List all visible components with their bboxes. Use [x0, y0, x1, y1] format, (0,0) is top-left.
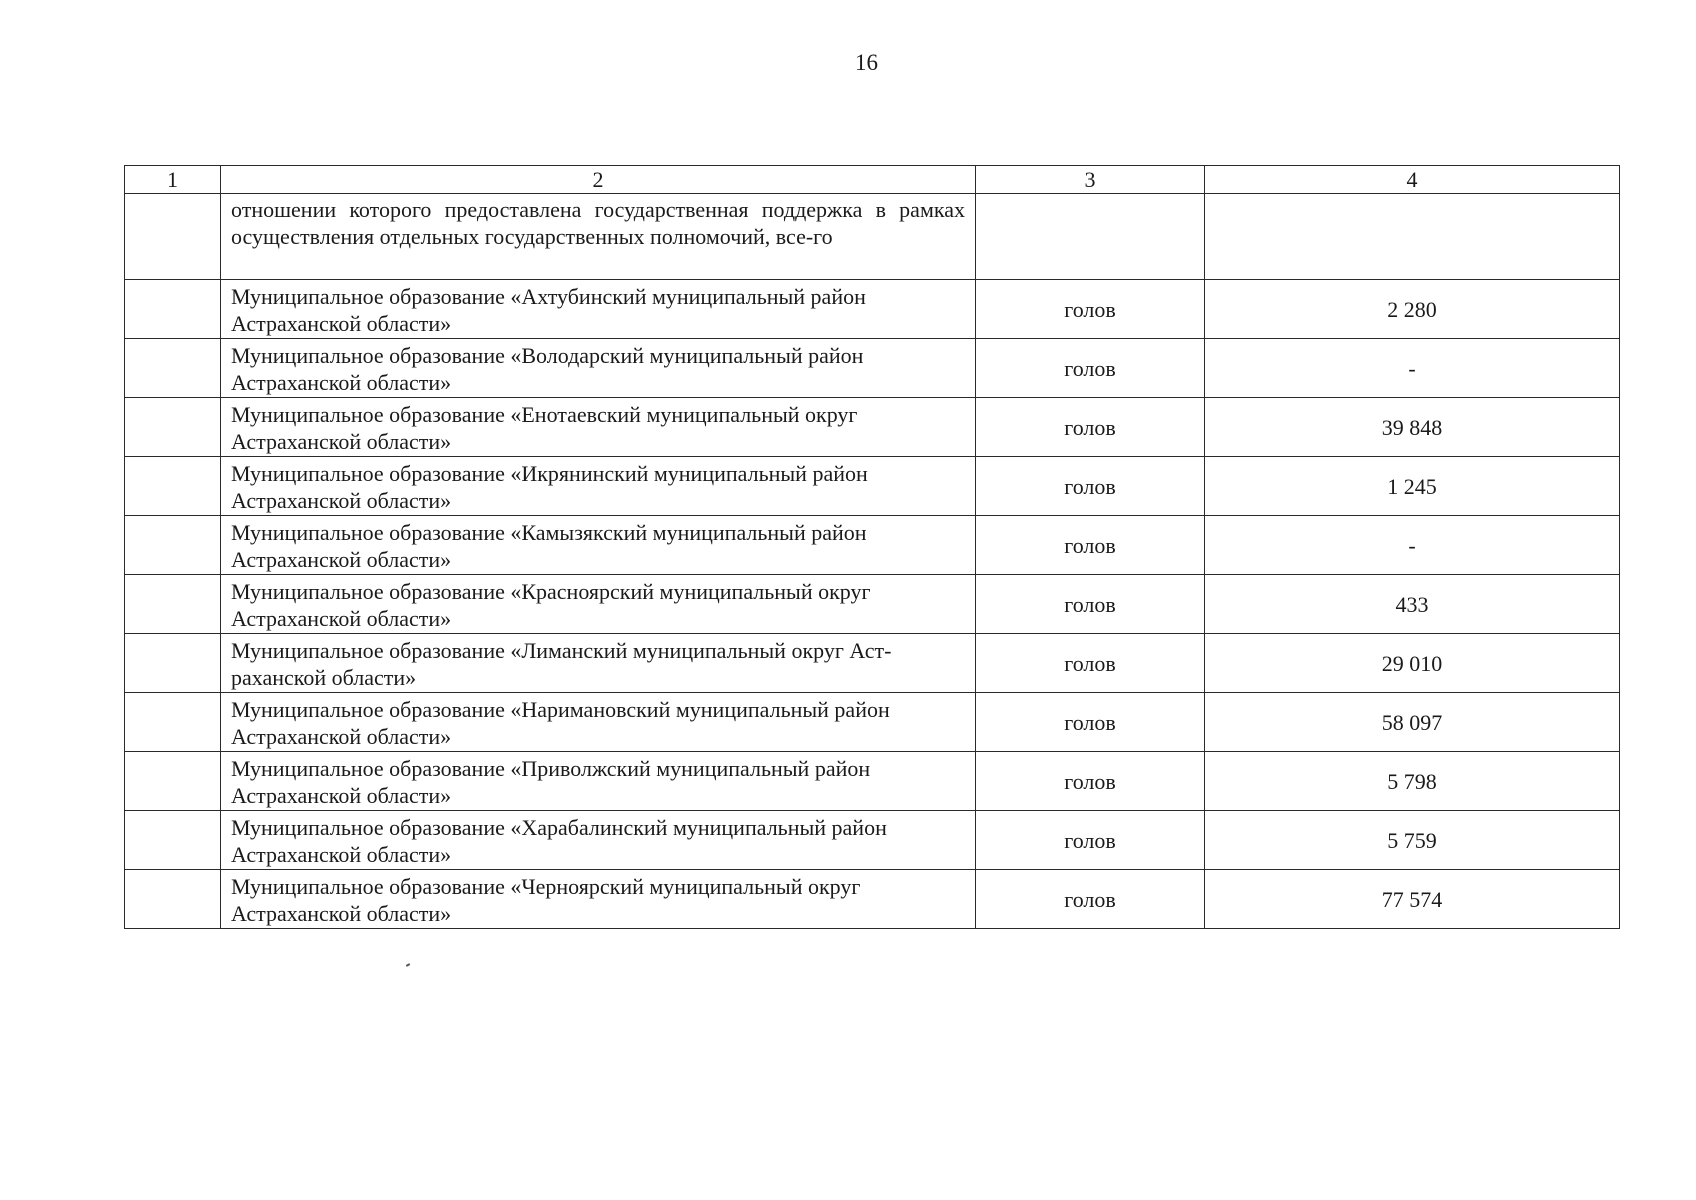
municipality-name: Муниципальное образование «Приволжский муниципальный район Астраханской области»: [221, 752, 976, 811]
unit-cell: голов: [976, 870, 1205, 929]
unit-cell: голов: [976, 811, 1205, 870]
unit-cell: голов: [976, 752, 1205, 811]
intro-index-cell: [125, 194, 221, 280]
municipality-name: Муниципальное образование «Ахтубинский муниципальный район Астраханской области»: [221, 280, 976, 339]
row-index-cell: [125, 280, 221, 339]
row-index-cell: [125, 339, 221, 398]
table-row: [125, 457, 1620, 516]
value-cell: 29 010: [1205, 634, 1620, 693]
unit-cell: голов: [976, 634, 1205, 693]
table-row: [125, 398, 1620, 457]
municipality-name: Муниципальное образование «Володарский муниципальный район Астраханской области»: [221, 339, 976, 398]
table-row: [125, 752, 1620, 811]
municipality-name: Муниципальное образование «Красноярский муниципальный округ Астраханской области»: [221, 575, 976, 634]
column-header-row: [125, 166, 1620, 194]
scan-mark: [406, 963, 410, 967]
value-cell: 58 097: [1205, 693, 1620, 752]
value-cell: 39 848: [1205, 398, 1620, 457]
row-index-cell: [125, 457, 221, 516]
value-cell: 433: [1205, 575, 1620, 634]
column-header-2: 2: [221, 166, 976, 194]
municipality-name: Муниципальное образование «Наримановский муниципальный район Астраханской области»: [221, 693, 976, 752]
row-index-cell: [125, 575, 221, 634]
value-cell: 77 574: [1205, 870, 1620, 929]
municipality-name: Муниципальное образование «Черноярский муниципальный округ Астраханской области»: [221, 870, 976, 929]
row-index-cell: [125, 752, 221, 811]
municipality-name: Муниципальное образование «Енотаевский муниципальный округ Астраханской области»: [221, 398, 976, 457]
table-row: [125, 634, 1620, 693]
intro-value-cell: [1205, 194, 1620, 280]
row-index-cell: [125, 870, 221, 929]
row-index-cell: [125, 811, 221, 870]
row-index-cell: [125, 398, 221, 457]
municipality-name: Муниципальное образование «Харабалинский муниципальный район Астраханской области»: [221, 811, 976, 870]
table-row: [125, 870, 1620, 929]
row-index-cell: [125, 693, 221, 752]
table-row: [125, 339, 1620, 398]
municipality-name: Муниципальное образование «Икрянинский муниципальный район Астраханской области»: [221, 457, 976, 516]
table-row: [125, 280, 1620, 339]
intro-unit-cell: [976, 194, 1205, 280]
column-header-1: 1: [125, 166, 221, 194]
table-row: [125, 516, 1620, 575]
row-index-cell: [125, 516, 221, 575]
row-index-cell: [125, 634, 221, 693]
page-number: 16: [855, 50, 878, 75]
unit-cell: голов: [976, 457, 1205, 516]
value-cell: -: [1205, 339, 1620, 398]
unit-cell: голов: [976, 516, 1205, 575]
table-row: [125, 575, 1620, 634]
column-header-4: 4: [1205, 166, 1620, 194]
value-cell: 2 280: [1205, 280, 1620, 339]
value-cell: 1 245: [1205, 457, 1620, 516]
unit-cell: голов: [976, 280, 1205, 339]
intro-row: [125, 194, 1620, 280]
table-row: [125, 693, 1620, 752]
value-cell: -: [1205, 516, 1620, 575]
value-cell: 5 798: [1205, 752, 1620, 811]
data-table: [124, 165, 1620, 929]
unit-cell: голов: [976, 575, 1205, 634]
table-row: [125, 811, 1620, 870]
unit-cell: голов: [976, 339, 1205, 398]
municipality-name: Муниципальное образование «Лиманский муниципальный округ Аст-раханской области»: [221, 634, 976, 693]
value-cell: 5 759: [1205, 811, 1620, 870]
unit-cell: голов: [976, 398, 1205, 457]
municipality-name: Муниципальное образование «Камызякский муниципальный район Астраханской области»: [221, 516, 976, 575]
intro-text: отношении которого предоставлена государственная поддержка в рамках осуществления отдельных государственных полномочий, все-го: [221, 194, 976, 280]
column-header-3: 3: [976, 166, 1205, 194]
unit-cell: голов: [976, 693, 1205, 752]
